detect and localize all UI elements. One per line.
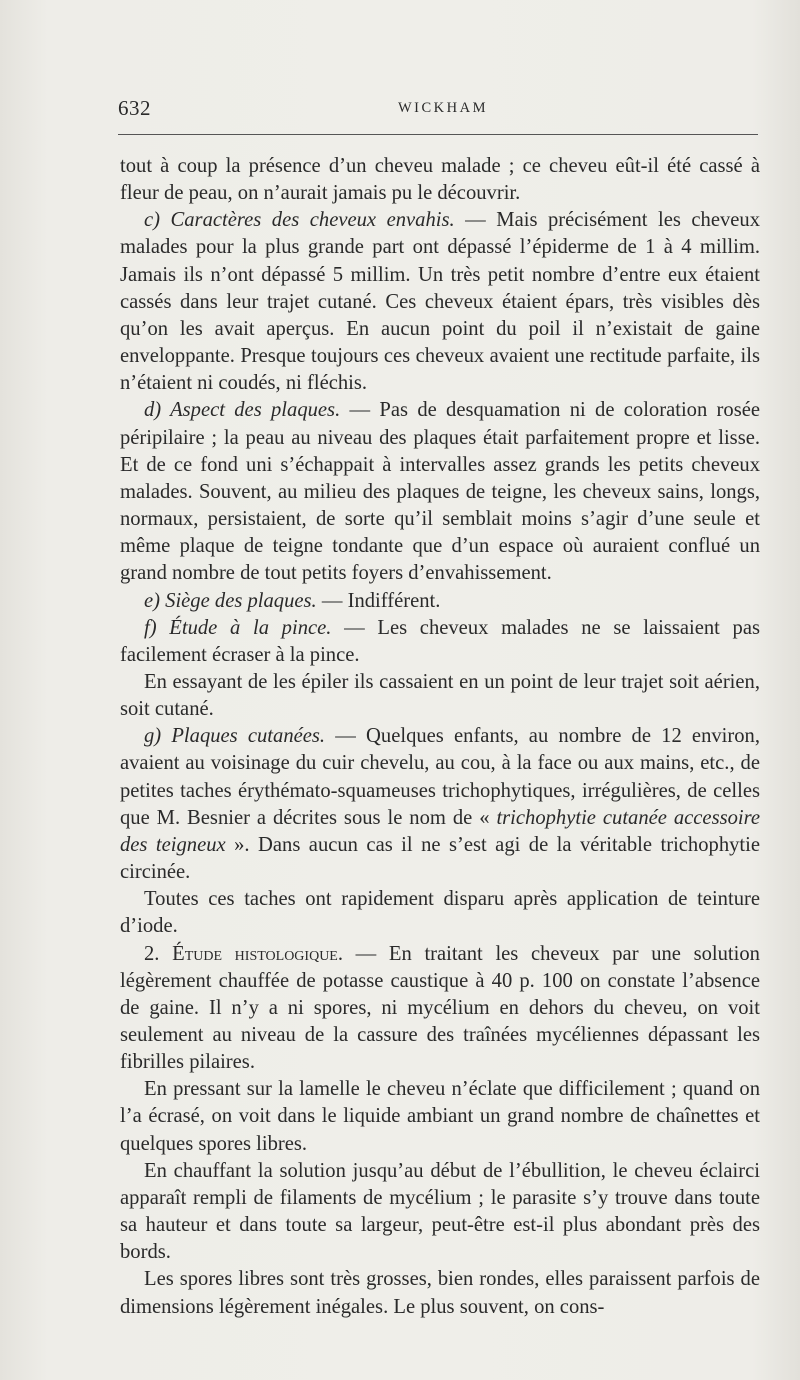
body-text xyxy=(120,153,760,1321)
section-text-g-tail: ». Dans aucun cas il ne s’est agi de la véritable trichophytie circinée. xyxy=(120,833,761,884)
paragraph-continuation: tout à coup la présence d’un cheveu malade ; ce cheveu eût-il été cassé à fleur de peau, on n’aurait jamais pu le découvrir. xyxy=(120,155,760,205)
paragraph-section-d xyxy=(120,397,760,587)
paragraph-epilation: En essayant de les épiler ils cassaient en un point de leur trajet soit aérien, soit cutané. xyxy=(120,670,760,721)
section-heading-histology: Étude histologique. xyxy=(172,942,343,965)
paragraph-spores: Les spores libres sont très grosses, bien rondes, elles paraissent parfois de dimensions légèrement inégales. Le plus souvent, on cons- xyxy=(120,1268,760,1318)
paragraph-section-f xyxy=(120,615,760,669)
paragraph-heating: En chauffant la solution jusqu’au début de l’ébullition, le cheveu éclairci apparaît rempli de filaments de mycélium ; le parasite s’y trouve dans toute sa hauteur et dans toute sa largeur, peut-être est-il plus abondant près des bords. xyxy=(120,1159,760,1264)
header-rule xyxy=(118,134,758,135)
paragraph-histology xyxy=(120,941,760,1077)
section-heading-c: c) Caractères des cheveux envahis. xyxy=(144,209,455,232)
quoted-term: trichophytie cutanée accessoire des teigneux xyxy=(120,806,761,856)
paragraph-section-e xyxy=(120,588,760,615)
section-number: 2. xyxy=(144,942,173,965)
section-heading-f: f) Étude à la pince. xyxy=(144,616,332,639)
section-heading-e: e) Siège des plaques. xyxy=(144,589,317,612)
paragraph-section-c xyxy=(120,207,760,397)
paragraph-pressing: En pressant sur la lamelle le cheveu n’éclate que difficilement ; quand on l’a écrasé, on voit dans le liquide ambiant un grand nombre de chaînettes et quelques spores libres. xyxy=(120,1078,760,1155)
section-heading-g: g) Plaques cutanées. xyxy=(144,725,326,748)
section-heading-d: d) Aspect des plaques. xyxy=(144,399,341,422)
section-text-histology: — En traitant les cheveux par une solution légèrement chauffée de potasse caustique à 40 p. 100 on constate l’absence de gaine. Il n’y a ni spores, ni mycélium en dehors du cheveu, on voit seulement au niveau de la cassure des traînées mycéliennes dépassant les fibrilles pilaires. xyxy=(120,942,760,1074)
paragraph-section-g xyxy=(120,723,760,886)
section-text-c: — Mais précisément les cheveux malades pour la plus grande part ont dépassé l’épiderme de 1 à 4 millim. Jamais ils n’ont dépassé 5 millim. Un très petit nombre d’entre eux étaient cassés dans leur trajet cutané. Ces cheveux étaient épars, très visibles dès qu’on les avait aperçus. En aucun point du poil il n’existait de gaine enveloppante. Presque toujours ces cheveux avaient une rectitude parfaite, ils n’étaient ni coudés, ni fléchis. xyxy=(120,209,760,395)
section-text-e: — Indifférent. xyxy=(316,589,441,612)
section-text-f: — Les cheveux malades ne se laissaient pas facilement écraser à la pince. xyxy=(120,616,760,666)
paragraph-iodine: Toutes ces taches ont rapidement disparu après application de teinture d’iode. xyxy=(120,888,760,938)
page-header xyxy=(118,96,758,126)
section-text-g: — Quelques enfants, au nombre de 12 environ, avaient au voisinage du cuir chevelu, au cou, à la face ou aux mains, etc., de petites taches érythémato-squameuses trichophytiques, irrégulières, de celles que M. Besnier a décrites sous le nom de « xyxy=(120,725,760,829)
running-head: WICKHAM xyxy=(398,100,488,116)
section-text-d: — Pas de desquamation ni de coloration rosée péripilaire ; la peau au niveau des plaques était parfaitement propre et lisse. Et de ce fond uni s’échappait à intervalles assez grands les petits cheveux malades. Souvent, au milieu des plaques de teigne, les cheveux sains, longs, normaux, persistaient, de sorte qu’il semblait moins s’agir d’une seule et même plaque de teigne tondante que d’un espace où auraient conflué un grand nombre de tout petits foyers d’envahissement. xyxy=(120,399,760,585)
page-number: 632 xyxy=(118,96,151,120)
